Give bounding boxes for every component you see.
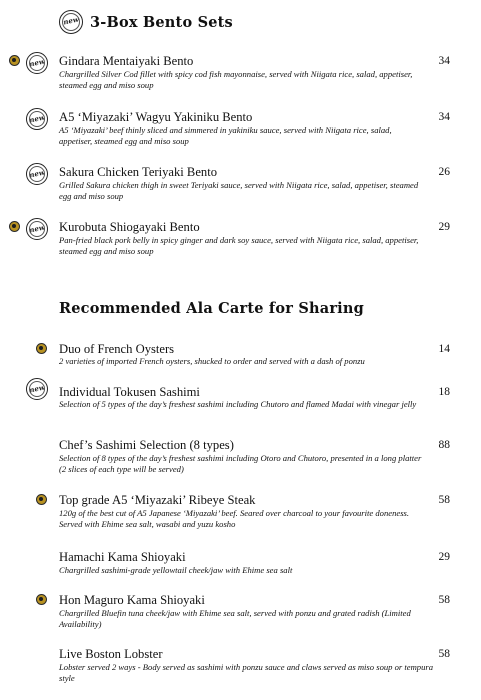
menu-item [0,493,481,539]
item-price: 26 [438,166,450,178]
item-name: Chef’s Sashimi Selection (8 types) [59,438,234,452]
menu-item [0,342,481,372]
menu-item [0,108,481,158]
item-description: Chargrilled Silver Cod fillet with spicy cod fish mayonnaise, served with Niigata rice, salad, appetiser, steamed egg and miso soup [59,69,413,90]
item-price: 58 [438,594,450,606]
new-badge-icon: new [26,52,48,74]
item-description: Chargrilled Bluefin tuna cheek/jaw with Ehime sea salt, served with ponzu and grated radish (Limited Availability) [59,608,411,629]
item-description: Grilled Sakura chicken thigh in sweet Teriyaki sauce, served with Niigata rice, salad, appetiser, steamed egg and miso soup [59,180,419,201]
new-badge-icon: new [26,108,48,130]
new-badge-icon: new [26,163,48,185]
menu-item [0,647,481,687]
item-description: 120g of the best cut of A5 Japanese ‘Miyazaki’ beef. Seared over charcoal to your favourite doneness. Served with Ehime sea salt, wasabi and yuzu kosho [59,508,410,529]
item-description: 2 varieties of imported French oysters, shucked to order and served with a dash of ponzu [59,356,365,366]
section-title-bento: 3-Box Bento Sets [90,14,233,31]
item-name: A5 ‘Miyazaki’ Wagyu Yakiniku Bento [59,110,253,124]
item-price: 58 [438,494,450,506]
menu-item [0,378,481,428]
item-description: Lobster served 2 ways - Body served as sashimi with ponzu sauce and claws served as miso soup or tempura style [59,662,434,683]
recommended-star-icon [36,594,47,605]
menu-item [0,593,481,633]
recommended-star-icon [36,343,47,354]
item-name: Hon Maguro Kama Shioyaki [59,593,205,607]
item-description: Chargrilled sashimi-grade yellowtail cheek/jaw with Ehime sea salt [59,565,293,575]
item-price: 18 [438,386,450,398]
menu-item [0,52,481,102]
item-price: 34 [438,111,450,123]
item-price: 34 [438,55,450,67]
menu-item [0,163,481,213]
new-badge-icon: new [26,218,48,240]
new-badge-icon: new [59,10,83,34]
item-name: Duo of French Oysters [59,342,175,356]
item-price: 29 [438,221,450,233]
item-description: Pan-fried black pork belly in spicy ginger and dark soy sauce, served with Niigata rice, salad, appetiser, steamed egg and miso soup [59,235,419,256]
new-badge-icon: new [26,378,48,400]
recommended-star-icon [9,221,20,232]
item-name: Live Boston Lobster [59,647,163,661]
recommended-star-icon [36,494,47,505]
recommended-star-icon [9,55,20,66]
item-name: Sakura Chicken Teriyaki Bento [59,165,218,179]
item-description: Selection of 5 types of the day’s freshest sashimi including Chutoro and flamed Madai with vinegar jelly [59,399,417,409]
item-price: 14 [438,343,450,355]
item-name: Gindara Mentaiyaki Bento [59,54,194,68]
menu-item [0,218,481,268]
item-price: 88 [438,439,450,451]
menu-item [0,550,481,580]
item-name: Kurobuta Shiogayaki Bento [59,220,200,234]
item-description: Selection of 8 types of the day’s freshest sashimi including Otoro and Chutoro, presented in a long platter (2 slices of each type will be served) [59,453,422,474]
item-name: Individual Tokusen Sashimi [59,385,200,399]
section-title-ala-carte: Recommended Ala Carte for Sharing [59,300,364,317]
item-name: Top grade A5 ‘Miyazaki’ Ribeye Steak [59,493,256,507]
item-price: 58 [438,648,450,660]
menu-item [0,438,481,484]
item-description: A5 ‘Miyazaki’ beef thinly sliced and simmered in yakiniku sauce, served with Niigata rice, salad, appetiser, steamed egg and miso soup [59,125,392,146]
item-price: 29 [438,551,450,563]
item-name: Hamachi Kama Shioyaki [59,550,186,564]
